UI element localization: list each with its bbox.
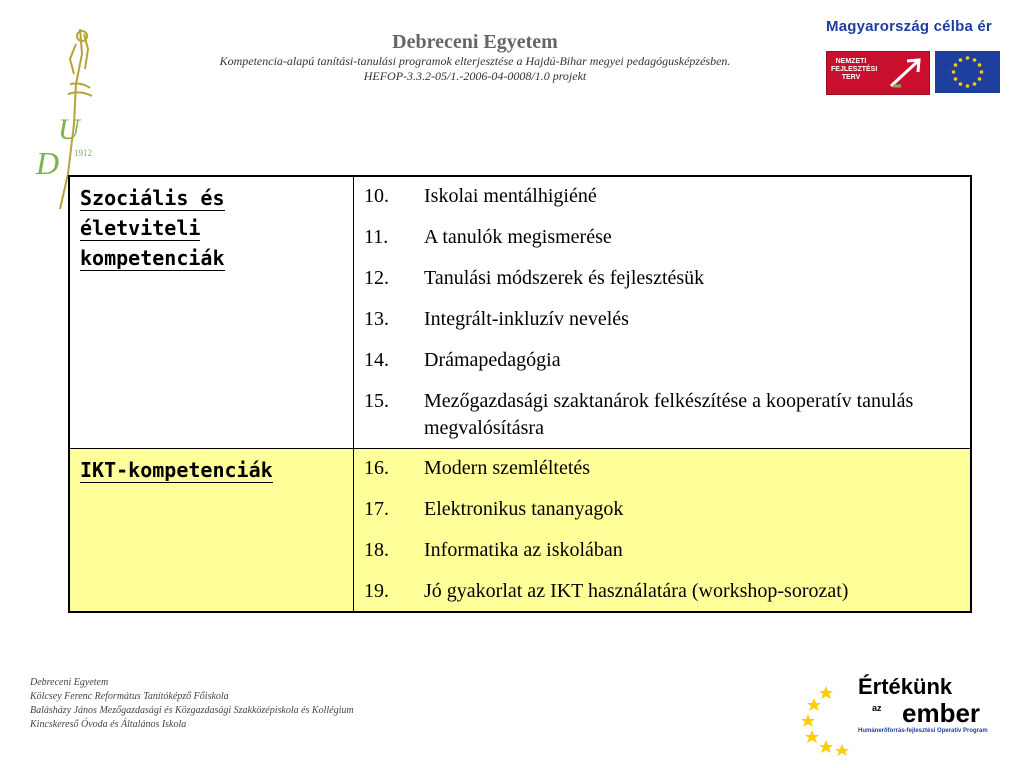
- nft-arrow-icon: [887, 56, 927, 90]
- item-text: A tanulók megismerése: [424, 226, 612, 248]
- list-item: [364, 455, 962, 482]
- nft-logo: [826, 51, 930, 95]
- item-text: Elektronikus tananyagok: [424, 498, 624, 520]
- hungary-brand-text: Magyarország célba ér: [826, 18, 992, 35]
- item-number: 19.: [364, 580, 389, 602]
- item-number: 10.: [364, 185, 389, 207]
- item-number: 17.: [364, 498, 389, 520]
- items-cell: [354, 449, 972, 613]
- category-label: Szociális és életviteli kompetenciák: [80, 186, 225, 270]
- list-item: [364, 388, 962, 442]
- list-item: [364, 578, 962, 605]
- list-item: [364, 347, 962, 374]
- footer-logo-ember: ember: [902, 698, 981, 728]
- footer-logo-title: Értékünk: [858, 674, 953, 699]
- item-number: 18.: [364, 539, 389, 561]
- item-number: 13.: [364, 308, 389, 330]
- svg-text:U: U: [58, 113, 80, 146]
- list-item: [364, 306, 962, 333]
- footer-line: Kölcsey Ferenc Református Tanítóképző Főiskola: [30, 691, 229, 702]
- item-number: 12.: [364, 267, 389, 289]
- item-text: Drámapedagógia: [424, 349, 561, 371]
- footer-logo-program: Humánerőforrás-fejlesztési Operatív Program: [858, 728, 988, 734]
- footer-institutions: [30, 676, 354, 732]
- item-text: Jó gyakorlat az IKT használatára (workshop-sorozat): [424, 580, 849, 602]
- category-cell: [69, 176, 354, 449]
- item-text: Informatika az iskolában: [424, 539, 623, 561]
- header-subtitle: Kompetencia-alapú tanítási-tanulási programok elterjesztése a Hajdú-Bihar megyei pedagógusképzésben.: [219, 54, 731, 68]
- list-item: [364, 224, 962, 251]
- list-item: [364, 496, 962, 523]
- table-row: [69, 449, 971, 613]
- footer-line: Kincskereső Óvoda és Általános Iskola: [30, 719, 187, 730]
- svg-text:D: D: [36, 145, 60, 181]
- project-code: HEFOP-3.3.2-05/1.-2006-04-0008/1.0 projekt: [363, 69, 587, 83]
- category-cell: [69, 449, 354, 613]
- footer-logo-az: az: [872, 703, 882, 713]
- item-text: Mezőgazdasági szaktanárok felkészítése a kooperatív tanulás megvalósításra: [424, 390, 914, 439]
- competency-table-body: [69, 176, 971, 612]
- competency-table: [68, 175, 972, 613]
- table-row: [69, 176, 971, 449]
- list-item: [364, 183, 962, 210]
- item-number: 14.: [364, 349, 389, 371]
- item-text: Integrált-inkluzív nevelés: [424, 308, 629, 330]
- item-number: 15.: [364, 390, 389, 412]
- item-text: Modern szemléltetés: [424, 457, 591, 479]
- eu-flag-icon: [935, 51, 1000, 93]
- item-text: Tanulási módszerek és fejlesztésük: [424, 267, 705, 289]
- category-label: IKT-kompetenciák: [80, 458, 273, 482]
- list-item: [364, 265, 962, 292]
- item-number: 16.: [364, 457, 389, 479]
- footer-line: Debreceni Egyetem: [30, 677, 109, 688]
- footer-line: Balásházy János Mezőgazdasági és Közgazdasági Szakközépiskola és Kollégium: [30, 705, 354, 716]
- nft-logo-text: NEMZETI FEJLESZTÉSI TERV: [831, 58, 878, 81]
- header: [110, 30, 840, 84]
- items-cell: [354, 176, 972, 449]
- item-text: Iskolai mentálhigiéné: [424, 185, 597, 207]
- item-number: 11.: [364, 226, 389, 248]
- svg-text:1912: 1912: [74, 148, 92, 158]
- list-item: [364, 537, 962, 564]
- university-title: Debreceni Egyetem: [392, 31, 558, 53]
